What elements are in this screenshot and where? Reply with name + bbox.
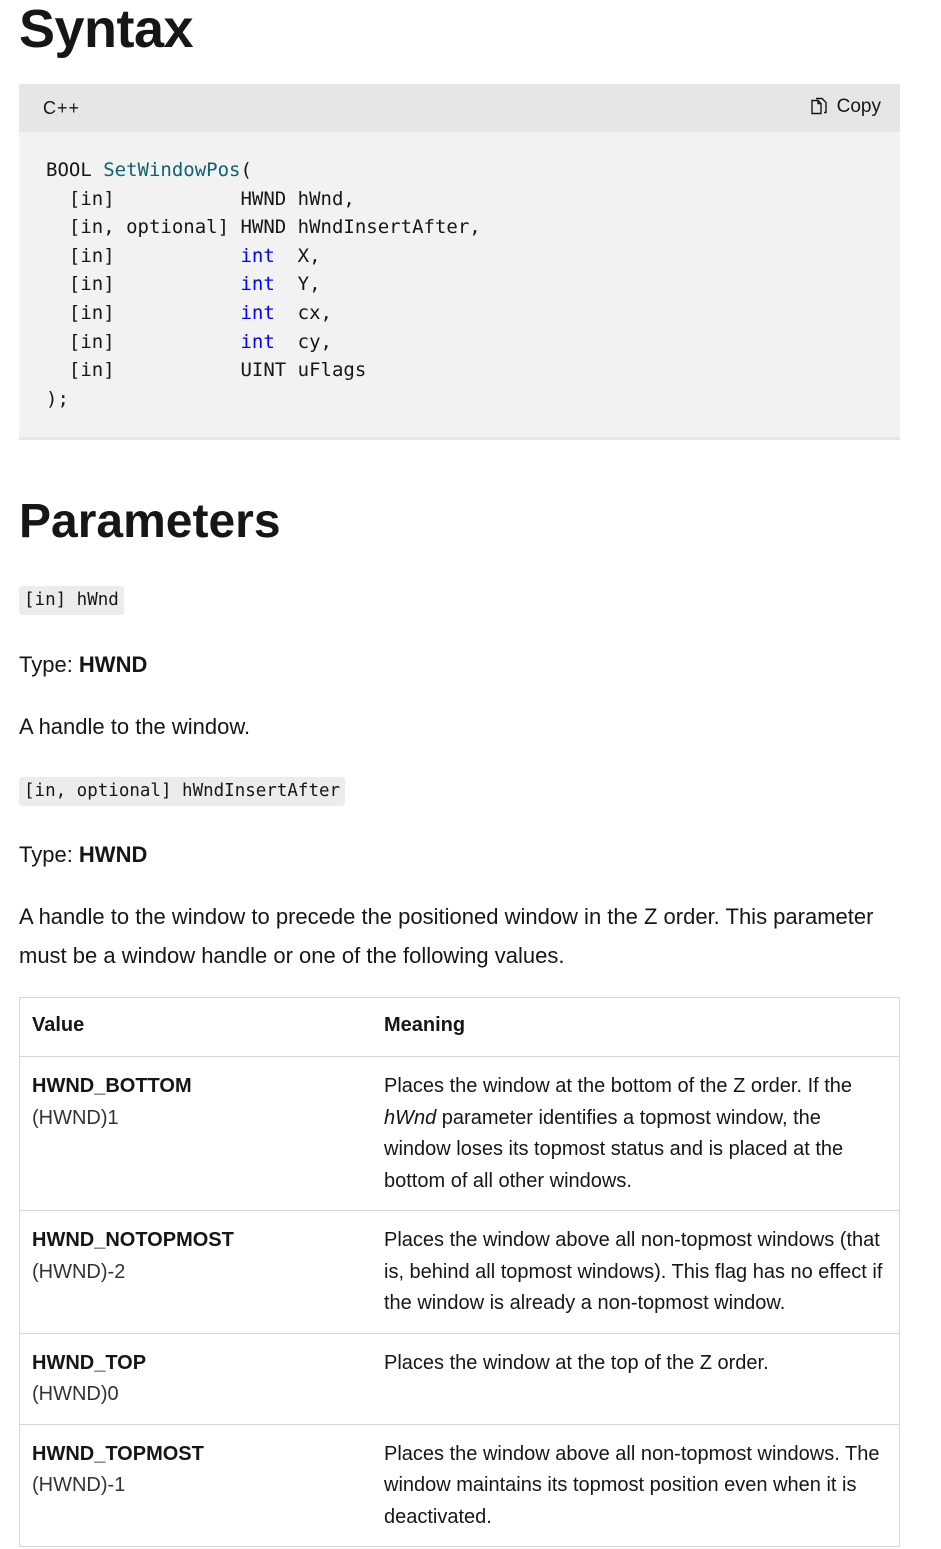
meaning-cell	[372, 1424, 900, 1547]
meaning-text: Places the window above all non-topmost windows (that is, behind all topmost windows). This flag has no effect if the window is already a non-topmost window.	[384, 1229, 883, 1314]
code-param-annotation: [in]	[46, 273, 241, 296]
type-label: Type:	[19, 842, 79, 867]
code-param-name: X,	[274, 244, 321, 267]
value-constant-number: (HWND)0	[32, 1383, 119, 1405]
table-header-row	[20, 998, 900, 1057]
copy-icon	[809, 97, 829, 117]
code-param-annotation: [in]	[46, 301, 241, 324]
type-label: Type:	[19, 652, 79, 677]
meaning-cell	[372, 1333, 900, 1424]
code-text	[46, 156, 481, 413]
code-language-label: C++	[43, 98, 81, 118]
table-row	[20, 1333, 900, 1424]
code-param-type: int	[240, 301, 275, 324]
close-paren: );	[46, 387, 69, 410]
value-cell	[20, 1057, 373, 1211]
value-constant-number: (HWND)-1	[32, 1474, 126, 1496]
meaning-cell	[372, 1211, 900, 1334]
meaning-text: Places the window at the bottom of the Z order. If the	[384, 1075, 853, 1097]
code-param-name: cy,	[274, 330, 332, 353]
code-param-type: UINT	[240, 359, 287, 382]
value-cell	[20, 1333, 373, 1424]
param-description-hwndinsertafter: A handle to the window to precede the positioned window in the Z order. This parameter must be a window handle or one of the following values.	[19, 904, 874, 968]
return-type: BOOL	[46, 159, 104, 181]
code-param-name: uFlags	[286, 359, 367, 382]
table-header-value: Value	[20, 998, 373, 1057]
value-constant-name: HWND_BOTTOM	[32, 1075, 192, 1097]
table-row	[20, 1211, 900, 1334]
meaning-italic-term: hWnd	[384, 1106, 437, 1129]
code-param-type: HWND	[240, 187, 287, 210]
param-signature-hwnd: [in] hWnd	[19, 586, 124, 615]
code-param-annotation: [in, optional]	[46, 216, 241, 239]
open-paren: (	[240, 159, 252, 181]
type-value: HWND	[78, 842, 148, 867]
parameters-heading: Parameters	[19, 495, 281, 548]
value-constant-number: (HWND)-2	[32, 1260, 126, 1283]
param-description-hwnd: A handle to the window.	[19, 714, 251, 739]
code-param-name: cx,	[274, 301, 332, 324]
meaning-text-continued: parameter identifies a topmost window, the window loses its topmost status and is placed at the bottom of all other windows.	[384, 1106, 844, 1192]
function-name: SetWindowPos	[103, 159, 241, 181]
table-row	[20, 1057, 900, 1211]
meaning-text: Places the window at the top of the Z order.	[384, 1351, 769, 1374]
code-param-type: HWND	[240, 216, 287, 239]
value-constant-name: HWND_TOP	[32, 1351, 147, 1374]
param-signature-hwndinsertafter: [in, optional] hWndInsertAfter	[19, 777, 345, 806]
code-header	[19, 84, 900, 132]
code-param-type: int	[240, 330, 275, 353]
code-param-annotation: [in]	[46, 244, 241, 267]
values-table	[19, 997, 900, 1547]
code-param-name: hWnd,	[286, 187, 355, 210]
code-param-type: int	[240, 273, 275, 296]
syntax-heading: Syntax	[19, 0, 194, 59]
code-param-name: hWndInsertAfter,	[286, 216, 481, 239]
code-param-type: int	[240, 244, 275, 267]
value-constant-name: HWND_TOPMOST	[32, 1442, 204, 1465]
code-param-annotation: [in]	[46, 330, 241, 353]
value-constant-name: HWND_NOTOPMOST	[32, 1229, 234, 1251]
copy-label: Copy	[836, 96, 881, 117]
code-param-annotation: [in]	[46, 359, 241, 382]
value-constant-number: (HWND)1	[32, 1106, 119, 1129]
meaning-cell	[372, 1057, 900, 1211]
param-type-hwnd	[19, 652, 147, 678]
value-cell	[20, 1424, 373, 1547]
type-value: HWND	[78, 652, 148, 677]
value-cell	[20, 1211, 373, 1334]
table-header-meaning: Meaning	[372, 998, 900, 1057]
table-row	[20, 1424, 900, 1547]
code-param-annotation: [in]	[46, 187, 241, 210]
code-param-name: Y,	[274, 273, 321, 296]
meaning-text: Places the window above all non-topmost windows. The window maintains its topmost position even when it is deactivated.	[384, 1442, 880, 1528]
code-block	[19, 84, 900, 440]
param-type-hwndinsertafter	[19, 842, 147, 868]
copy-button[interactable]	[809, 96, 881, 118]
